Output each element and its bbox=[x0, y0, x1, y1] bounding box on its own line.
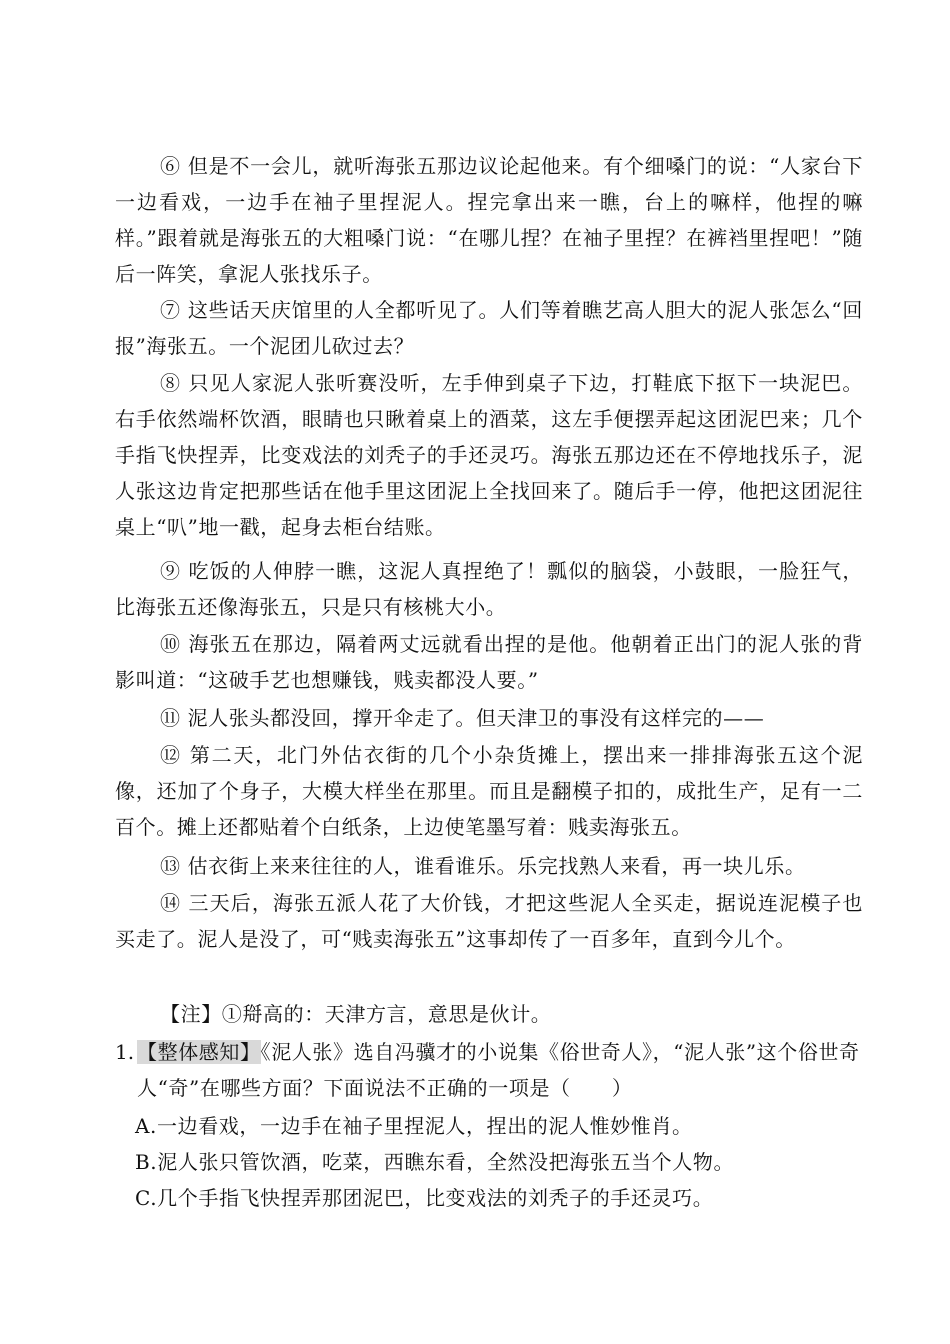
footnote: 【注】①搿高的：天津方言，意思是伙计。 bbox=[160, 1002, 552, 1026]
paragraph-11: ⑪ 泥人张头都没回，撑开伞走了。但天津卫的事没有这样完的—— bbox=[160, 706, 765, 730]
question-stem bbox=[137, 1034, 863, 1106]
paragraph-8: ⑧ 只见人家泥人张听赛没听，左手伸到桌子下边，打鞋底下抠下一块泥巴。右手依然端杯饮酒，眼睛也只瞅着桌上的酒菜，这左手便摆弄起这团泥巴来；几个手指飞快捏弄，比变戏法的刘秃子的手还灵巧。海张五那边还在不停地找乐子，泥人张这边肯定把那些话在他手里这团泥上全找回来了。随后手一停，他把这团泥往桌上“叭”地一戳，起身去柜台结账。 bbox=[115, 371, 863, 539]
question-number: 1. bbox=[115, 1040, 135, 1064]
paragraph-9: ⑨ 吃饭的人伸脖一瞧，这泥人真捏绝了！瓢似的脑袋，小鼓眼，一脸狂气，比海张五还像海张五，只是只有核桃大小。 bbox=[115, 559, 863, 619]
option-a: A.一边看戏，一边手在袖子里捏泥人，捏出的泥人惟妙惟肖。 bbox=[135, 1114, 693, 1138]
paragraph-14: ⑭ 三天后，海张五派人花了大价钱，才把这些泥人全买走，据说连泥模子也买走了。泥人是没了，可“贱卖海张五”这事却传了一百多年，直到今儿个。 bbox=[115, 891, 863, 951]
question-tag: 【整体感知】 bbox=[137, 1040, 261, 1064]
paragraph-7: ⑦ 这些话天庆馆里的人全都听见了。人们等着瞧艺高人胆大的泥人张怎么“回报”海张五。一个泥团儿砍过去？ bbox=[115, 298, 863, 358]
option-b: B.泥人张只管饮酒，吃菜，西瞧东看，全然没把海张五当个人物。 bbox=[135, 1150, 735, 1174]
paragraph-10: ⑩ 海张五在那边，隔着两丈远就看出捏的是他。他朝着正出门的泥人张的背影叫道：“这破手艺也想赚钱，贱卖都没人要。” bbox=[115, 632, 863, 692]
paragraph-13: ⑬ 估衣街上来来往往的人，谁看谁乐。乐完找熟人来看，再一块儿乐。 bbox=[160, 854, 806, 878]
paragraph-12: ⑫ 第二天，北门外估衣街的几个小杂货摊上，摆出来一排排海张五这个泥像，还加了个身子，大模大样坐在那里。而且是翻模子扣的，成批生产，足有一二百个。摊上还都贴着个白纸条，上边使笔墨写着：贱卖海张五。 bbox=[115, 743, 863, 839]
option-c: C.几个手指飞快捏弄那团泥巴，比变戏法的刘秃子的手还灵巧。 bbox=[135, 1186, 714, 1210]
question-text: 《泥人张》选自冯骥才的小说集《俗世奇人》，“泥人张”这个俗世奇人“奇”在哪些方面？下面说法不正确的一项是（ ） bbox=[137, 1040, 860, 1100]
paragraph-6: ⑥ 但是不一会儿，就听海张五那边议论起他来。有个细嗓门的说：“人家台下一边看戏，一边手在袖子里捏泥人。捏完拿出来一瞧，台上的嘛样，他捏的嘛样。”跟着就是海张五的大粗嗓门说：“在哪儿捏？在袖子里捏？在裤裆里捏吧！”随后一阵笑，拿泥人张找乐子。 bbox=[115, 154, 863, 286]
